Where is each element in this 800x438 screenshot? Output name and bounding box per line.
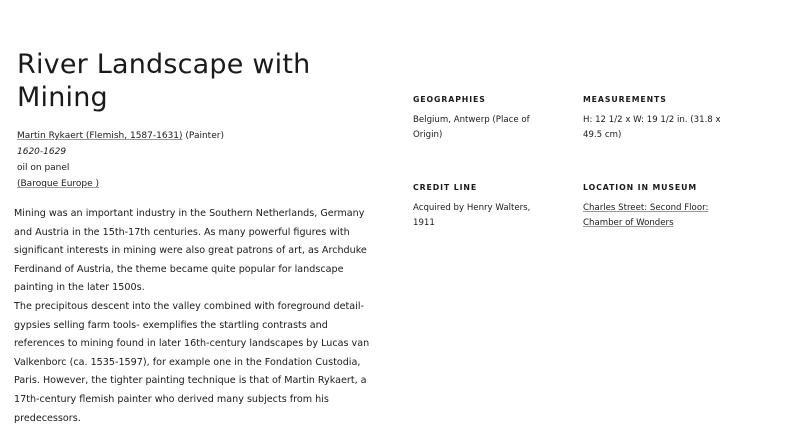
artwork-date: 1620-1629 — [17, 147, 67, 157]
artwork-description — [12, 205, 377, 428]
measurements-heading: MEASUREMENTS — [583, 95, 667, 104]
collection-link[interactable]: (Baroque Europe ) — [17, 179, 100, 189]
credit-line-heading: CREDIT LINE — [413, 183, 478, 192]
artwork-title: River Landscape with Mining — [17, 49, 311, 113]
location-link[interactable]: Charles Street: Second Floor: Chamber of Wonders — [583, 203, 709, 228]
description-paragraph: The precipitous descent into the valley combined with foreground detail- gypsies selling farm tools- exemplifies the startling contrasts and references to mining found in later 16th-century landscapes by Lucas van Valkenborc (ca. 1535-1597), for example one in the Fondation Custodia, Paris. However, the tighter painting technique is that of Martin Rykaert, a 17th-century flemish painter who derived many subjects from his predecessors. — [14, 300, 370, 424]
artist-link[interactable]: Martin Rykaert (Flemish, 1587-1631) — [17, 131, 183, 141]
geographies-section — [413, 92, 553, 143]
geographies-heading: GEOGRAPHIES — [413, 95, 486, 104]
description-paragraph: Mining was an important industry in the Southern Netherlands, Germany and Austria in the 15th-17th centuries. As many powerful figures with significant interests in mining were also great patrons of art, as Archduke Ferdinand of Austria, the theme became quite popular for landscape painting in the later 1500s. — [14, 208, 367, 294]
artist-role: (Painter) — [185, 131, 224, 141]
location-section — [583, 180, 723, 231]
artist-row — [17, 128, 224, 144]
measurements-section — [583, 92, 723, 143]
measurements-value: H: 12 1/2 x W: 19 1/2 in. (31.8 x 49.5 cm) — [583, 115, 721, 140]
credit-line-value: Acquired by Henry Walters, 1911 — [413, 203, 531, 228]
credit-line-section — [413, 180, 543, 231]
geographies-value: Belgium, Antwerp (Place of Origin) — [413, 115, 530, 140]
artwork-medium: oil on panel — [17, 163, 70, 173]
location-heading: LOCATION IN MUSEUM — [583, 183, 698, 192]
artwork-meta — [17, 128, 224, 192]
